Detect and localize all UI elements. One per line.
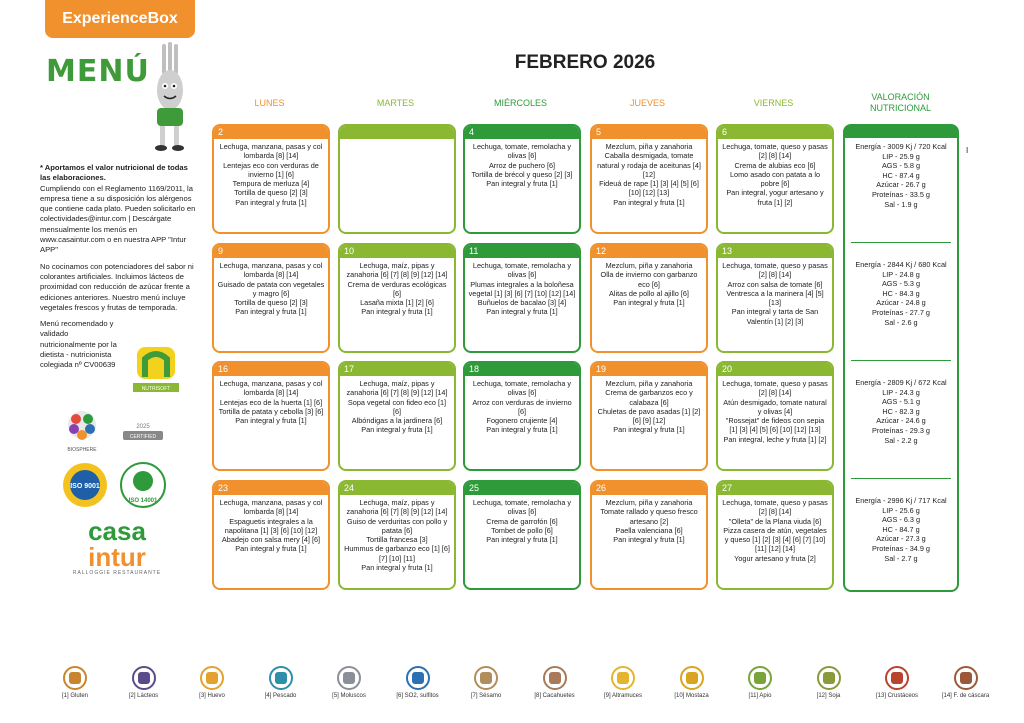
weekly-nutrition [845,496,957,563]
allergen-icon [406,666,430,690]
nutrition-value: Proteínas - 29.3 g [871,425,930,435]
day-cell [590,124,708,234]
nutrition-value: LIP - 25.9 g [882,151,920,161]
casa-word: casa [88,516,146,546]
day-cell [590,361,708,471]
day-menu-text: Lechuga, tomate, queso y pasas [2] [8] [14] "Olleta" de la Plana viuda [6] Pizza casera de atún, vegetales y queso [1] [2] [3] [4] [6] [7] [10] [11] [12] [14] Yogur artesano y fruta [2] [722,498,828,563]
allergen-item [725,666,795,699]
nutrition-value: Proteínas - 33.5 g [871,189,930,199]
allergen-icon-fill [480,672,492,684]
allergen-legend [40,666,1010,711]
nutrition-value: Proteínas - 34.9 g [871,543,930,553]
allergen-label: [5] Moluscos [332,693,366,699]
day-menu-text [340,139,454,142]
allergen-item [246,666,316,699]
allergen-icon [680,666,704,690]
day-cell [338,480,456,590]
day-menu-text: Lechuga, manzana, pasas y col lombarda [8] [14] Lentejas eco con verduras de invierno [1] [6] Tempura de merluza [4] Tortilla de queso [2] [3] Pan integral y fruta [1] [219,142,323,207]
weekly-nutrition [845,260,957,327]
month-title: FEBRERO 2026 [514,52,656,73]
allergen-icon-fill [275,672,287,684]
allergen-label: [1] Gluten [61,693,88,699]
day-number: 9 [214,245,328,258]
allergen-label: [12] Soja [816,693,841,699]
day-number: 27 [718,482,832,495]
nutrition-value: Energía - 2809 Kj / 672 Kcal [855,378,947,387]
day-cell [338,243,456,353]
allergen-icon-fill [343,672,355,684]
nutrition-value: Proteínas - 27.7 g [871,307,930,317]
iso-14001-seal-icon [120,462,166,508]
allergen-label: [10] Mostaza [674,693,709,699]
day-header-viernes: VIERNES [753,98,794,108]
allergen-icon-fill [549,672,561,684]
day-menu-text: Lechuga, tomate, remolacha y olivas [6] Arroz de puchero [6] Tortilla de brécol y queso [2] [3] Pan integral y fruta [1] [471,142,573,189]
allergen-icon [885,666,909,690]
allergen-item [177,666,247,699]
day-menu-text: Mezclum, piña y zanahoria Crema de garbanzos eco y calabaza [6] Chuletas de pavo asadas [1] [2] [6] [9] [12] Pan integral y fruta [1] [597,379,701,435]
allergen-label: [8] Cacahuetes [534,693,575,699]
allergen-icon-fill [823,672,835,684]
day-menu-text: Lechuga, maíz, pipas y zanahoria [6] [7] [8] [9] [12] [14] Crema de verduras ecológicas [6] Lasaña mixta [1] [2] [6] Pan integral y fruta [1] [346,261,448,317]
day-header-lunes: LUNES [254,98,285,108]
nutrition-divider [851,360,951,361]
day-menu-text: Mezclum, piña y zanahoria Tomate rallado y queso fresco artesano [2] Paella valenciana [6] Pan integral y fruta [1] [600,498,698,545]
day-number: 23 [214,482,328,495]
nutrition-value: LIP - 24.8 g [882,269,920,279]
allergen-item [451,666,521,699]
cert-label: CERTIFIED [129,434,157,440]
day-menu-text: Mezclum, piña y zanahoria Olla de invierno con garbanzo eco [6] Alitas de pollo al ajillo [6] Pan integral y fruta [1] [600,261,698,308]
weekly-nutrition [845,378,957,445]
nutrition-value: Azúcar - 24.6 g [876,416,926,426]
day-number: 4 [465,126,579,139]
nutrition-value: LIP - 25.6 g [882,505,920,515]
day-number: 11 [465,245,579,258]
nutrition-value: Sal - 2.2 g [884,435,918,445]
day-number: 25 [465,482,579,495]
nutrition-value: HC - 87.4 g [882,170,920,180]
day-number: 17 [340,363,454,376]
day-cell [338,361,456,471]
allergen-icon [132,666,156,690]
day-cell [463,124,581,234]
nutrition-value: AGS - 6.3 g [881,515,921,525]
nutrition-divider [851,478,951,479]
iso9-label: ISO 9001 [70,483,100,490]
day-menu-text: Mezclum, piña y zanahoria Caballa desmigada, tomate natural y rodaja de aceitunas [4] [12] Fideuá de rape [1] [3] [4] [5] [6] [10] [12] [13] Pan integral y fruta [1] [597,142,701,207]
nutrition-note-heading: * Aportamos el valor nutricional de todas las elaboraciones. [40,163,188,183]
nutrition-value: Azúcar - 26.7 g [876,180,926,190]
day-header-miercoles: MIÉRCOLES [493,98,547,108]
allergen-icon [474,666,498,690]
stray-glyph: I [966,146,969,155]
nutrition-column-bar [845,126,957,138]
day-menu-text: Lechuga, maíz, pipas y zanahoria [6] [7] [8] [9] [12] [14] Guiso de verduritas con pollo y patata [6] Tortilla francesa [3] Hummus de garbanzo eco [1] [6] [7] [10] [11] Pan integral y fruta [1] [344,498,450,573]
day-number: 12 [592,245,706,258]
allergen-label: [2] Lácteos [128,693,159,699]
nutrition-value: AGS - 5.8 g [881,161,921,171]
day-number: 6 [718,126,832,139]
allergen-icon-fill [138,672,150,684]
day-menu-text: Lechuga, tomate, queso y pasas [2] [8] [14] Atún desmigado, tomate natural y olivas [4] "Rossejat" de fideos con sepia [1] [3] [4] [5] [6] [10] [12] [13] Pan integral, leche y fruta [1] [2] [722,379,828,444]
allergen-icon [543,666,567,690]
allergen-icon-fill [891,672,903,684]
day-cell [212,243,330,353]
nutrition-header: VALORACIÓN NUTRICIONAL [869,92,931,113]
allergen-icon [337,666,361,690]
allergen-label: [4] Pescado [264,693,297,699]
day-cell [212,124,330,234]
biosphere-logo-icon [60,407,104,457]
day-menu-text: Lechuga, tomate, queso y pasas [2] [8] [14] Crema de alubias eco [6] Lomo asado con patata a lo pobre [6] Pan integral, yogur artesano y fruta [1] [2] [722,142,828,207]
day-cell [590,480,708,590]
allergen-label: [6] SO2, sulfitos [396,693,439,699]
day-cell [212,361,330,471]
day-menu-text: Lechuga, maíz, pipas y zanahoria [6] [7] [8] [9] [12] [14] Sopa vegetal con fideo eco [1] [6] Albóndigas a la jardinera [6] Pan integral y fruta [1] [346,379,448,435]
nutrition-value: AGS - 5.1 g [881,397,921,407]
day-number [340,126,454,139]
day-menu-text: Lechuga, manzana, pasas y col lombarda [8] [14] Espaguetis integrales a la napolitana [1] [3] [6] [10] [12] Abadejo con salsa mery [4] [6] Pan integral y fruta [1] [219,498,323,554]
allergen-item [520,666,590,699]
day-header-martes: MARTES [376,98,415,108]
brand-banner: ExperienceBox [45,0,195,38]
nutrition-value: HC - 82.3 g [882,406,920,416]
day-cell [463,480,581,590]
nutrition-divider [851,242,951,243]
fork-mascot-icon [140,40,195,160]
allergen-item [40,666,110,699]
biosphere-label: BIOSPHERE [67,447,97,453]
day-menu-text: Lechuga, manzana, pasas y col lombarda [8] [14] Lentejas eco de la huerta [1] [6] Tortilla de patata y cebolla [3] [6] Pan integral y fruta [1] [218,379,324,426]
day-number: 10 [340,245,454,258]
allergen-label: [3] Huevo [199,693,225,699]
iso-9001-seal-icon [62,462,108,508]
nutrition-value: Sal - 1.9 g [884,199,918,209]
allergen-regulation-note: Cumpliendo con el Reglamento 1169/2011, la empresa tiene a su disposición los alérgenos que contiene cada plato. Pueden solicitarlo en colectividades@intur.com | Descárgate mensualmente los menús en www.casaintur.com o en nuestra APP "Intur APP" [40,183,196,255]
allergen-icon-fill [686,672,698,684]
nutrisoft-logo-icon [133,345,179,395]
allergen-label: [13] Crustáceos [875,693,919,699]
day-header-jueves: JUEVES [629,98,665,108]
allergen-icon [748,666,772,690]
day-number: 13 [718,245,832,258]
day-menu-text: Lechuga, tomate, remolacha y olivas [6] Arroz con verduras de invierno [6] Fogonero crujiente [4] Pan integral y fruta [1] [472,379,572,435]
allergen-label: [11] Apio [748,693,772,699]
day-cell [463,361,581,471]
day-number: 24 [340,482,454,495]
nutrition-value: LIP - 24.3 g [882,387,920,397]
day-cell [716,480,834,590]
day-menu-text: Lechuga, tomate, remolacha y olivas [6] Crema de garrofón [6] Tombet de pollo [6] Pan integral y fruta [1] [472,498,572,545]
day-cell [590,243,708,353]
nutrition-value: AGS - 5.3 g [881,279,921,289]
nutrition-value: Energía - 2996 Kj / 717 Kcal [855,496,947,505]
intur-word: intur [88,542,146,572]
allergen-item [109,666,179,699]
day-number: 20 [718,363,832,376]
allergen-icon [817,666,841,690]
allergen-icon-fill [617,672,629,684]
casa-intur-logo [72,518,162,576]
day-menu-text: Lechuga, tomate, queso y pasas [2] [8] [14] Arroz con salsa de tomate [6] Ventresca a la marinera [4] [5] [13] Pan integral y tarta de San Valentín [1] [2] [3] [722,261,828,326]
allergen-item [931,666,1001,699]
allergen-icon [63,666,87,690]
day-number: 19 [592,363,706,376]
day-cell [338,124,456,234]
ingredients-note: No cocinamos con potenciadores del sabor ni colorantes artificiales. Incluimos lácteos de proximidad con reducción de azúcar frente a ediciones anteriores. Nuestro menú incluye vegetales frescos y frutas de temporada. [40,261,194,312]
certified-badge-icon [120,420,166,444]
day-cell [212,480,330,590]
nutrition-value: Azúcar - 27.3 g [876,534,926,544]
allergen-icon-fill [754,672,766,684]
menu-title: MENÚ [46,54,150,89]
allergen-item [314,666,384,699]
allergen-item [588,666,658,699]
day-number: 2 [214,126,328,139]
day-cell [716,124,834,234]
day-cell [716,361,834,471]
allergen-icon [954,666,978,690]
nutrition-value: Azúcar - 24.8 g [876,298,926,308]
day-number: 26 [592,482,706,495]
day-cell [716,243,834,353]
nutrition-value: Sal - 2.6 g [884,317,918,327]
nutrition-value: Energía - 3009 Kj / 720 Kcal [855,142,947,151]
day-number: 5 [592,126,706,139]
allergen-icon-fill [412,672,424,684]
day-number: 16 [214,363,328,376]
allergen-label: [7] Sésamo [470,693,502,699]
nutrition-value: Sal - 2.7 g [884,553,918,563]
day-menu-text: Lechuga, tomate, remolacha y olivas [6] Plumas integrales a la boloñesa vegetal [1] [3] [6] [7] [10] [12] [14] Buñuelos de bacalao [3] [4] Pan integral y fruta [1] [468,261,576,317]
allergen-icon-fill [206,672,218,684]
casa-tagline: RALLOGGIE RESTAURANTE [72,570,162,576]
weekly-nutrition [845,142,957,209]
day-cell [463,243,581,353]
nutrition-value: HC - 84.3 g [882,288,920,298]
allergen-label: [14] F. de cáscara [941,693,990,699]
allergen-item [383,666,453,699]
allergen-item [862,666,932,699]
allergen-item [794,666,864,699]
allergen-icon-fill [69,672,81,684]
dietitian-note: Menú recomendado y validado nutricionalmente por la dietista - nutricionista colegiada nº CV00639 [40,319,117,370]
nutrition-value: HC - 84.7 g [882,524,920,534]
cert-year: 2025 [136,424,150,430]
allergen-label: [9] Altramuces [603,693,642,699]
allergen-icon [611,666,635,690]
day-menu-text: Lechuga, manzana, pasas y col lombarda [8] [14] Guisado de patata con vegetales y magro [6] Tortilla de queso [2] [3] Pan integral y fruta [1] [217,261,325,317]
nutrition-value: Energía - 2844 Kj / 680 Kcal [855,260,947,269]
allergen-icon [200,666,224,690]
allergen-icon-fill [960,672,972,684]
allergen-icon [269,666,293,690]
iso14-label: ISO 14001 [128,498,158,504]
nutrisoft-label: NUTRISOFT [141,386,171,392]
allergen-item [657,666,727,699]
day-number: 18 [465,363,579,376]
